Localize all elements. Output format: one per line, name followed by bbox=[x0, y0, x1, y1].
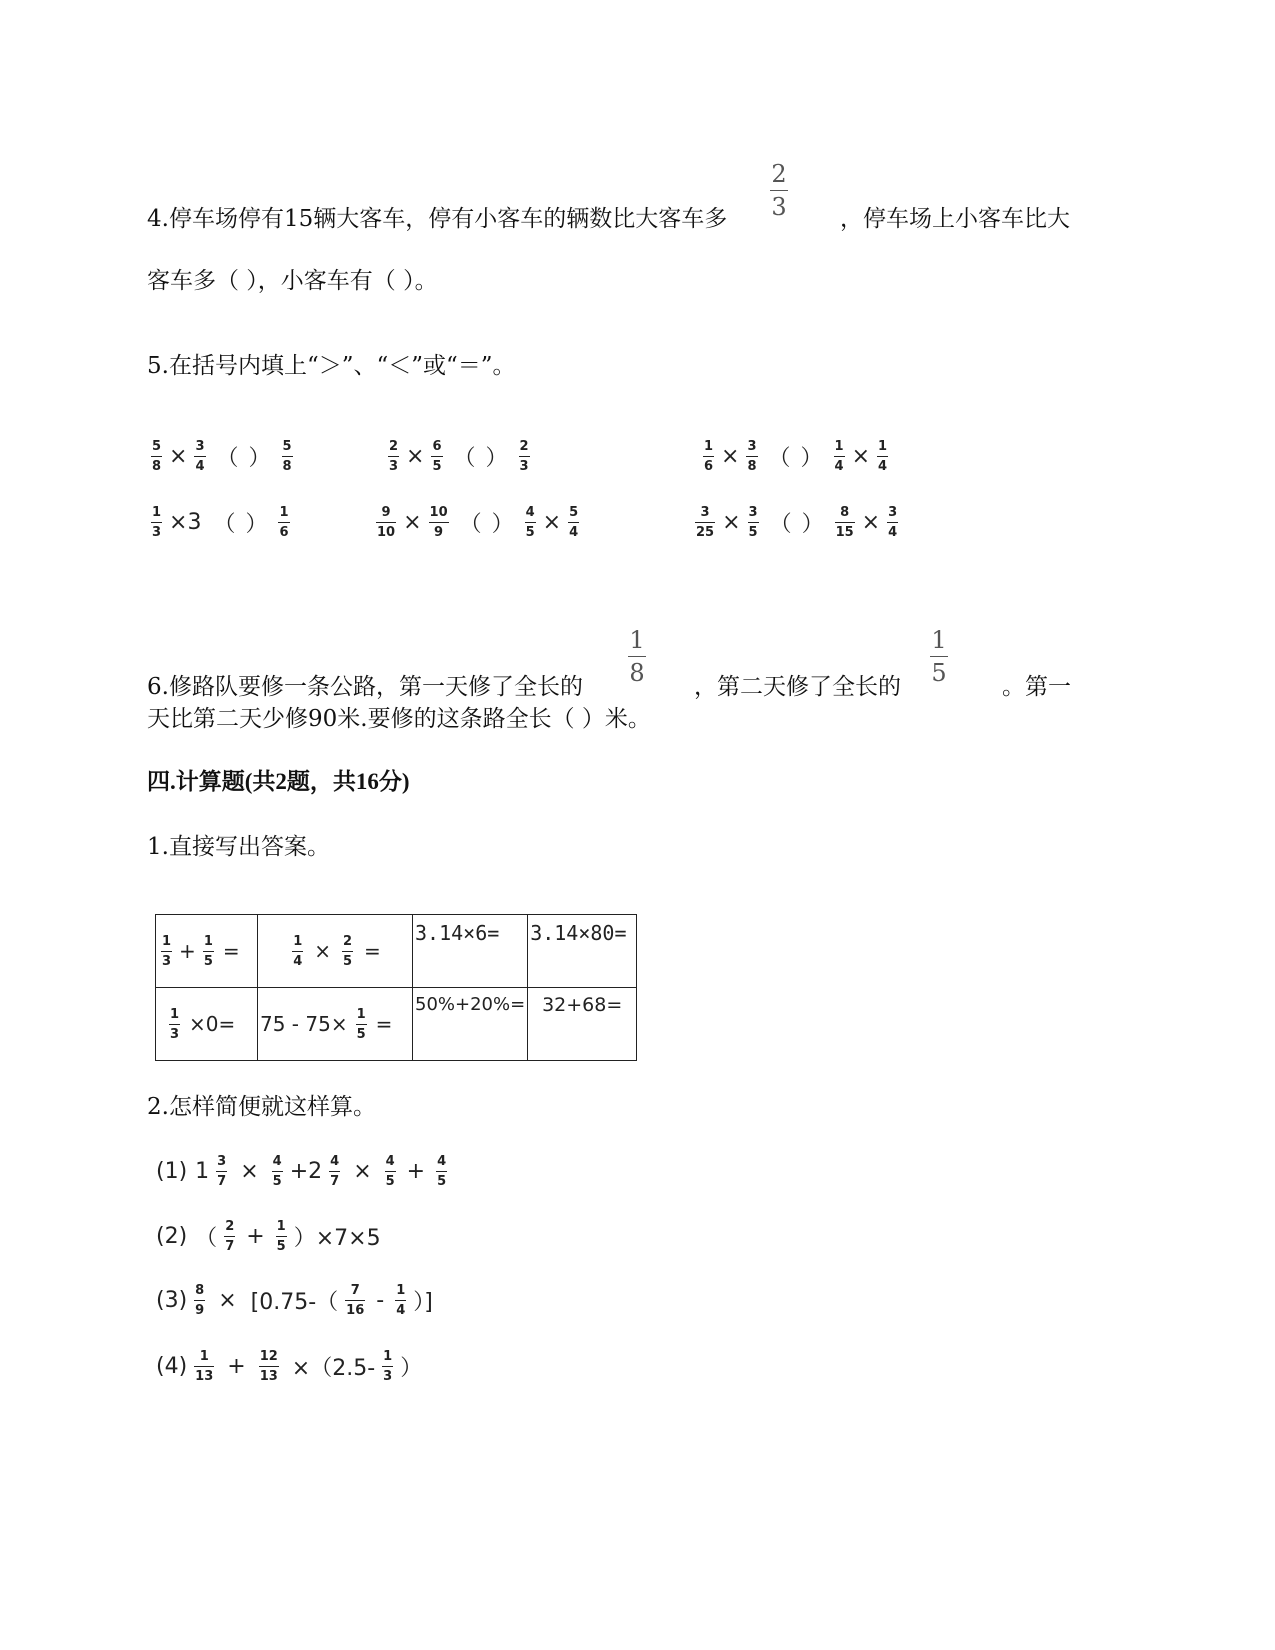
fraction: $\frac{1}{4}$ bbox=[834, 439, 844, 474]
table-cell: 75 - 75× $\frac{1}{5}$ = bbox=[258, 988, 413, 1061]
q5-r2-expr-c: $\frac{3}{25}$ × $\frac{3}{5}$ （ ） $\frac{8}{15}$ × $\frac{3}{4}$ bbox=[696, 505, 898, 540]
answer-blank[interactable]: （ ） bbox=[459, 512, 514, 537]
q4-line1-text: 4.停车场停有15辆大客车，停有小客车的辆数比大客车多 bbox=[147, 206, 728, 232]
q4-fraction bbox=[770, 162, 788, 219]
q5-r2-expr-b: $\frac{9}{10}$ × $\frac{10}{9}$ （ ） $\frac{4}{5}$ × $\frac{5}{4}$ bbox=[377, 505, 579, 540]
q5-r1-expr-c: $\frac{1}{6}$ × $\frac{3}{8}$ （ ） $\frac{1}{4}$ × $\frac{1}{4}$ bbox=[704, 439, 888, 474]
fraction: $\frac{1}{4}$ bbox=[878, 439, 888, 474]
q6-fraction-2: 1 5 bbox=[931, 626, 947, 687]
fraction: $\frac{3}{5}$ bbox=[748, 505, 758, 540]
problem-2: (2) （ $\frac{2}{7}$ + $\frac{1}{5}$ ）×7×5 bbox=[156, 1219, 381, 1254]
fraction: $\frac{3}{25}$ bbox=[696, 505, 715, 540]
fraction: $\frac{9}{10}$ bbox=[377, 505, 396, 540]
q6-part3: 。第一 bbox=[1002, 674, 1071, 700]
q5-title: 5.在括号内填上“＞”、“＜”或“＝”。 bbox=[147, 353, 516, 379]
fraction: $\frac{2}{3}$ bbox=[389, 439, 399, 474]
q4-line1-after: ，停车场上小客车比大 bbox=[840, 206, 1070, 232]
table-cell: 3.14×6= bbox=[413, 915, 528, 988]
q5-r2-expr-a: $\frac{1}{3}$ ×3 （ ） $\frac{1}{6}$ bbox=[152, 505, 289, 540]
answer-blank[interactable]: （ ） bbox=[769, 512, 824, 537]
problem-3: (3) $\frac{8}{9}$ × [0.75-（ $\frac{7}{16}$ - $\frac{1}{4}$ ）] bbox=[156, 1283, 433, 1318]
fraction: $\frac{3}{8}$ bbox=[747, 439, 757, 474]
fraction: $\frac{6}{5}$ bbox=[432, 439, 442, 474]
calc-q1-title: 1.直接写出答案。 bbox=[147, 834, 330, 860]
q6-part1: 6.修路队要修一条公路，第一天修了全长的 bbox=[147, 674, 583, 700]
q4-line2: 客车多（ ），小客车有（ ）。 bbox=[147, 268, 438, 294]
section-heading: 四.计算题(共2题，共16分) bbox=[147, 769, 410, 794]
table-cell: 32+68= bbox=[528, 988, 637, 1061]
table-cell: $\frac{1}{4}$ × $\frac{2}{5}$ = bbox=[258, 915, 413, 988]
q4-frac-num: 2 bbox=[771, 160, 787, 188]
answer-blank[interactable]: （ ） bbox=[768, 446, 823, 471]
direct-answer-table bbox=[155, 914, 637, 1061]
fraction: $\frac{1}{6}$ bbox=[279, 505, 289, 540]
table-cell: 3.14×80= bbox=[528, 915, 637, 988]
fraction: $\frac{3}{4}$ bbox=[195, 439, 205, 474]
answer-blank[interactable]: （ ） bbox=[216, 446, 271, 471]
q6-part2: ，第二天修了全长的 bbox=[694, 674, 901, 700]
table-cell: $\frac{1}{3}$ + $\frac{1}{5}$ = bbox=[156, 915, 258, 988]
table-cell: 50%+20%= bbox=[413, 988, 528, 1061]
problem-4: (4) $\frac{1}{13}$ + $\frac{12}{13}$ ×（2.5- $\frac{1}{3}$ ） bbox=[156, 1349, 423, 1384]
fraction: $\frac{5}{4}$ bbox=[569, 505, 579, 540]
q6-line2: 天比第二天少修90米.要修的这条路全长（ ）米。 bbox=[147, 706, 651, 732]
calc-q2-title: 2.怎样简便就这样算。 bbox=[147, 1094, 376, 1120]
q5-r1-expr-a: $\frac{5}{8}$ × $\frac{3}{4}$ （ ） $\frac{5}{8}$ bbox=[152, 439, 292, 474]
fraction: $\frac{2}{3}$ bbox=[519, 439, 529, 474]
fraction: $\frac{8}{15}$ bbox=[835, 505, 854, 540]
q6-fraction-1: 1 8 bbox=[629, 626, 645, 687]
fraction: $\frac{1}{6}$ bbox=[704, 439, 714, 474]
problem-1: (1) 1 $\frac{3}{7}$ × $\frac{4}{5}$ +2 $\frac{4}{7}$ × $\frac{4}{5}$ + $\frac{4}{5}$ bbox=[156, 1154, 447, 1189]
fraction: $\frac{1}{3}$ bbox=[152, 505, 162, 540]
answer-blank[interactable]: （ ） bbox=[453, 446, 508, 471]
fraction: $\frac{4}{5}$ bbox=[525, 505, 535, 540]
fraction: $\frac{3}{4}$ bbox=[888, 505, 898, 540]
answer-blank[interactable]: （ ） bbox=[213, 512, 268, 537]
table-cell: $\frac{1}{3}$ ×0= bbox=[156, 988, 258, 1061]
fraction: $\frac{5}{8}$ bbox=[152, 439, 162, 474]
fraction: $\frac{10}{9}$ bbox=[429, 505, 448, 540]
q5-r1-expr-b: $\frac{2}{3}$ × $\frac{6}{5}$ （ ） $\frac{2}{3}$ bbox=[389, 439, 529, 474]
q4-frac-den: 3 bbox=[771, 193, 787, 221]
fraction: $\frac{5}{8}$ bbox=[282, 439, 292, 474]
